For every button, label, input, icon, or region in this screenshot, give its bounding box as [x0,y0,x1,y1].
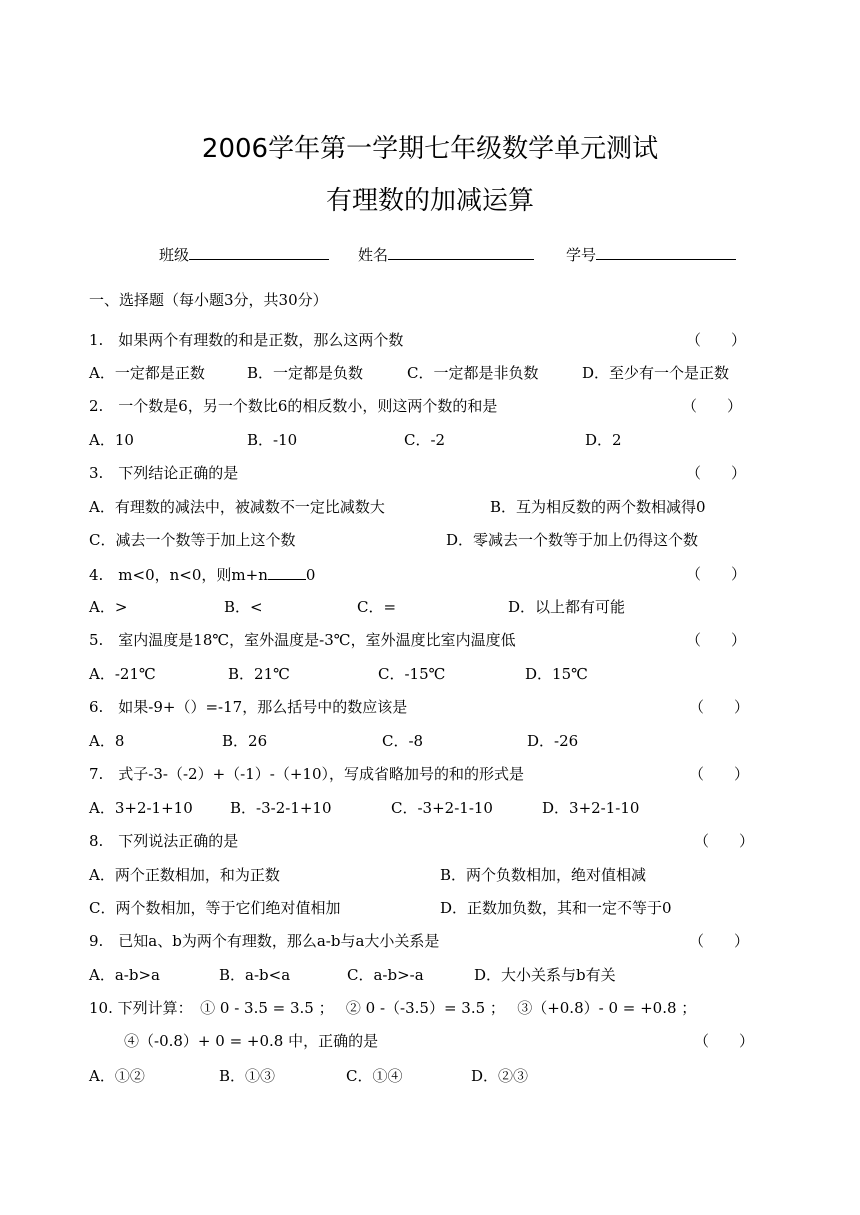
question-10-option-b[interactable]: B．①③ [219,1067,276,1085]
question-1-option-b[interactable]: B．一定都是负数 [247,364,364,382]
question-3-option-a[interactable]: A．有理数的减法中，被减数不一定比减数大 [89,498,385,516]
question-4-stem [89,564,315,585]
question-8-option-c[interactable]: C．两个数相加，等于它们绝对值相加 [89,899,341,917]
question-8-option-b[interactable]: B．两个负数相加，绝对值相减 [440,866,647,884]
question-5-option-c[interactable]: C．-15℃ [378,665,446,683]
question-6-option-c[interactable]: C．-8 [382,732,424,750]
question-4-option-b[interactable]: B．< [224,598,263,616]
question-7-answer-paren[interactable]: （ ） [689,765,750,783]
question-2-answer-paren[interactable]: （ ） [682,397,743,415]
question-4-option-d[interactable]: D．以上都有可能 [508,598,626,616]
question-6-option-a[interactable]: A．8 [89,732,125,750]
question-9-answer-paren[interactable]: （ ） [689,932,750,950]
question-2-option-a[interactable]: A．10 [89,431,134,449]
question-4-answer-paren[interactable]: （ ） [686,565,747,583]
question-4-stem-post: 0 [305,566,316,584]
name-label: 姓名 [358,246,389,264]
id-label: 学号 [566,246,597,264]
class-label: 班级 [159,246,190,264]
question-5-option-b[interactable]: B．21℃ [228,665,290,683]
question-10-option-d[interactable]: D．②③ [471,1067,529,1085]
question-5-answer-paren[interactable]: （ ） [686,631,747,649]
question-1-option-c[interactable]: C．一定都是非负数 [407,364,539,382]
question-4-option-c[interactable]: C．= [357,598,397,616]
question-2-option-b[interactable]: B．-10 [247,431,298,449]
question-9-option-d[interactable]: D．大小关系与b有关 [474,966,616,984]
question-8-option-d[interactable]: D．正数加负数，其和一定不等于0 [440,899,672,917]
name-blank[interactable] [388,244,534,260]
page-subtitle: 有理数的加减运算 [325,186,534,216]
question-9-option-a[interactable]: A．a-b>a [89,966,160,984]
question-5-option-d[interactable]: D．15℃ [525,665,588,683]
question-10-answer-paren[interactable]: （ ） [694,1032,755,1050]
question-8-stem: 8. 下列说法正确的是 [89,832,239,850]
question-7-option-b[interactable]: B．-3-2-1+10 [230,799,332,817]
question-3-option-b[interactable]: B．互为相反数的两个数相减得0 [490,498,706,516]
question-5-option-a[interactable]: A．-21℃ [89,665,156,683]
id-blank[interactable] [596,244,736,260]
question-1-stem: 1. 如果两个有理数的和是正数，那么这两个数 [89,331,404,349]
question-8-answer-paren[interactable]: （ ） [694,832,755,850]
question-6-stem: 6. 如果-9+（）=-17，那么括号中的数应该是 [89,698,408,716]
page-title: 2006学年第一学期七年级数学单元测试 [201,134,659,164]
question-10-option-a[interactable]: A．①② [89,1067,145,1085]
question-6-answer-paren[interactable]: （ ） [689,698,750,716]
question-10-stem-line-2: ④（-0.8）+ 0 = +0.8 中，正确的是 [124,1032,379,1050]
question-1-answer-paren[interactable]: （ ） [686,331,747,349]
question-9-stem: 9. 已知a、b为两个有理数，那么a-b与a大小关系是 [89,932,440,950]
class-field[interactable] [159,244,329,265]
question-4-blank[interactable] [268,564,306,580]
question-4-stem-pre: 4. m<0，n<0，则m+n [89,566,268,584]
class-blank[interactable] [189,244,329,260]
question-3-stem: 3. 下列结论正确的是 [89,464,239,482]
name-field[interactable] [358,244,534,265]
question-6-option-d[interactable]: D．-26 [527,732,579,750]
question-3-option-d[interactable]: D．零减去一个数等于加上仍得这个数 [446,531,699,549]
question-3-option-c[interactable]: C．减去一个数等于加上这个数 [89,531,296,549]
question-1-option-d[interactable]: D．至少有一个是正数 [582,364,730,382]
question-7-option-a[interactable]: A．3+2-1+10 [89,799,193,817]
question-4-option-a[interactable]: A．> [89,598,128,616]
question-3-answer-paren[interactable]: （ ） [686,464,747,482]
question-5-stem: 5. 室内温度是18℃，室外温度是-3℃，室外温度比室内温度低 [89,631,516,649]
question-7-stem: 7. 式子-3-（-2）+（-1）-（+10），写成省略加号的和的形式是 [89,765,525,783]
id-field[interactable] [566,244,736,265]
question-10-option-c[interactable]: C．①④ [346,1067,403,1085]
question-9-option-c[interactable]: C．a-b>-a [347,966,424,984]
question-8-option-a[interactable]: A．两个正数相加，和为正数 [89,866,280,884]
question-1-option-a[interactable]: A．一定都是正数 [89,364,205,382]
question-7-option-d[interactable]: D．3+2-1-10 [542,799,640,817]
question-2-option-c[interactable]: C．-2 [404,431,446,449]
section-heading: 一、选择题（每小题3分，共30分） [89,291,328,309]
question-7-option-c[interactable]: C．-3+2-1-10 [391,799,493,817]
question-2-stem: 2. 一个数是6，另一个数比6的相反数小，则这两个数的和是 [89,397,498,415]
question-10-stem-line-1: 10. 下列计算： ① 0 - 3.5 = 3.5 ； ② 0 -（-3.5）= 3.5 ； ③（+0.8）- 0 = +0.8 ； [89,999,697,1017]
question-2-option-d[interactable]: D．2 [585,431,622,449]
question-9-option-b[interactable]: B．a-b<a [219,966,291,984]
question-6-option-b[interactable]: B．26 [222,732,268,750]
